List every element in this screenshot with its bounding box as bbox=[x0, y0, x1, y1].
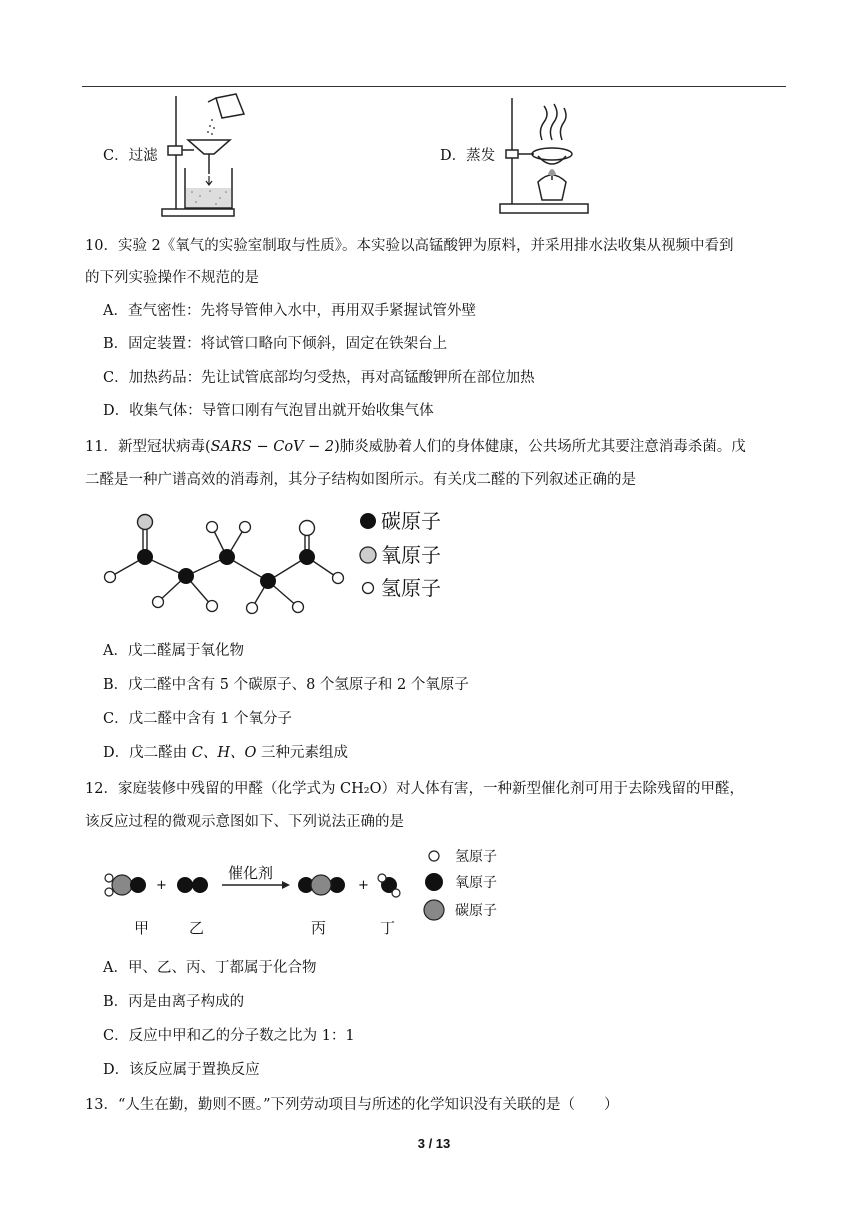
plus-sign-1: + bbox=[156, 878, 167, 893]
catalyst-label: 催化剂 bbox=[228, 864, 274, 882]
q11-option-a: A．戊二醛属于氧化物 bbox=[103, 643, 244, 659]
q11-stem-text-a: 11．新型冠状病毒( bbox=[85, 439, 211, 455]
carbon-legend-icon bbox=[360, 513, 376, 529]
species-yi: 乙 bbox=[189, 919, 205, 937]
q12-stem-line2: 该反应过程的微观示意图如下、下列说法正确的是 bbox=[85, 814, 404, 830]
glutaraldehyde-molecule-diagram bbox=[100, 510, 350, 620]
species-ding: 丁 bbox=[380, 919, 396, 937]
species-jia: 甲 bbox=[134, 919, 150, 937]
element-symbols: C、H、O bbox=[191, 745, 257, 761]
q11-option-b: B．戊二醛中含有 5 个碳原子、8 个氢原子和 2 个氧原子 bbox=[103, 677, 469, 693]
q12-option-b: B．丙是由离子构成的 bbox=[103, 994, 245, 1010]
legend-hydrogen-label: 氢原子 bbox=[381, 576, 441, 600]
header-rule bbox=[82, 86, 786, 87]
q11-option-d-text-b: 三种元素组成 bbox=[256, 745, 348, 761]
plus-sign-2: + bbox=[358, 878, 369, 893]
q10-option-b: B．固定装置：将试管口略向下倾斜，固定在铁架台上 bbox=[103, 336, 448, 352]
q9-option-c: C．过滤 bbox=[103, 148, 158, 164]
oxygen-legend-icon bbox=[360, 547, 376, 563]
q9-option-d: D．蒸发 bbox=[440, 148, 496, 164]
q10-option-c: C．加热药品：先让试管底部均匀受热，再对高锰酸钾所在部位加热 bbox=[103, 370, 535, 386]
q11-stem-line1 bbox=[85, 437, 746, 457]
filtration-apparatus-figure bbox=[160, 92, 252, 220]
q10-option-d: D．收集气体：导管口刚有气泡冒出就开始收集气体 bbox=[103, 403, 434, 419]
q12-stem-line1: 12．家庭装修中残留的甲醛（化学式为 CH₂O）对人体有害，一种新型催化剂可用于去除残留的甲醛， bbox=[85, 781, 744, 797]
reaction-legend bbox=[424, 844, 448, 924]
evaporation-apparatus-figure bbox=[498, 96, 594, 216]
hydrogen-legend-icon bbox=[363, 583, 374, 594]
q11-stem-line2: 二醛是一种广谱高效的消毒剂，其分子结构如图所示。有关戊二醛的下列叙述正确的是 bbox=[85, 472, 636, 488]
reaction-legend-carbon: 碳原子 bbox=[455, 903, 497, 919]
q12-option-d: D．该反应属于置换反应 bbox=[103, 1062, 260, 1078]
q13-stem: 13．“人生在勤，勤则不匮。”下列劳动项目与所述的化学知识没有关联的是（ ） bbox=[85, 1097, 619, 1113]
q12-option-a: A．甲、乙、丙、丁都属于化合物 bbox=[103, 960, 317, 976]
q10-option-a: A．查气密性：先将导管伸入水中，再用双手紧握试管外壁 bbox=[103, 303, 476, 319]
q11-option-d bbox=[103, 743, 348, 763]
q11-option-d-text-a: D．戊二醛由 bbox=[103, 745, 192, 761]
reaction-legend-hydrogen: 氢原子 bbox=[455, 849, 497, 865]
legend-carbon-label: 碳原子 bbox=[381, 509, 441, 533]
q11-stem-text-b: )肺炎威胁着人们的身体健康，公共场所尤其要注意消毒杀菌。戊 bbox=[334, 439, 746, 455]
carbon-legend-icon bbox=[424, 900, 444, 920]
legend-oxygen-label: 氧原子 bbox=[381, 543, 441, 567]
virus-formula: SARS − CoV − 2 bbox=[210, 439, 335, 455]
oxygen-legend-icon bbox=[425, 873, 443, 891]
reaction-legend-oxygen: 氧原子 bbox=[455, 875, 497, 891]
q10-stem-line1: 10．实验 2《氧气的实验室制取与性质》。本实验以高锰酸钾为原料，并采用排水法收集从视频中看到 bbox=[85, 238, 734, 254]
page-number: 3 / 13 bbox=[417, 1136, 451, 1151]
q10-stem-line2: 的下列实验操作不规范的是 bbox=[85, 270, 259, 286]
q11-option-c: C．戊二醛中含有 1 个氧分子 bbox=[103, 711, 293, 727]
hydrogen-legend-icon bbox=[429, 851, 439, 861]
species-bing: 丙 bbox=[311, 919, 327, 937]
q12-option-c: C．反应中甲和乙的分子数之比为 1：1 bbox=[103, 1028, 355, 1044]
